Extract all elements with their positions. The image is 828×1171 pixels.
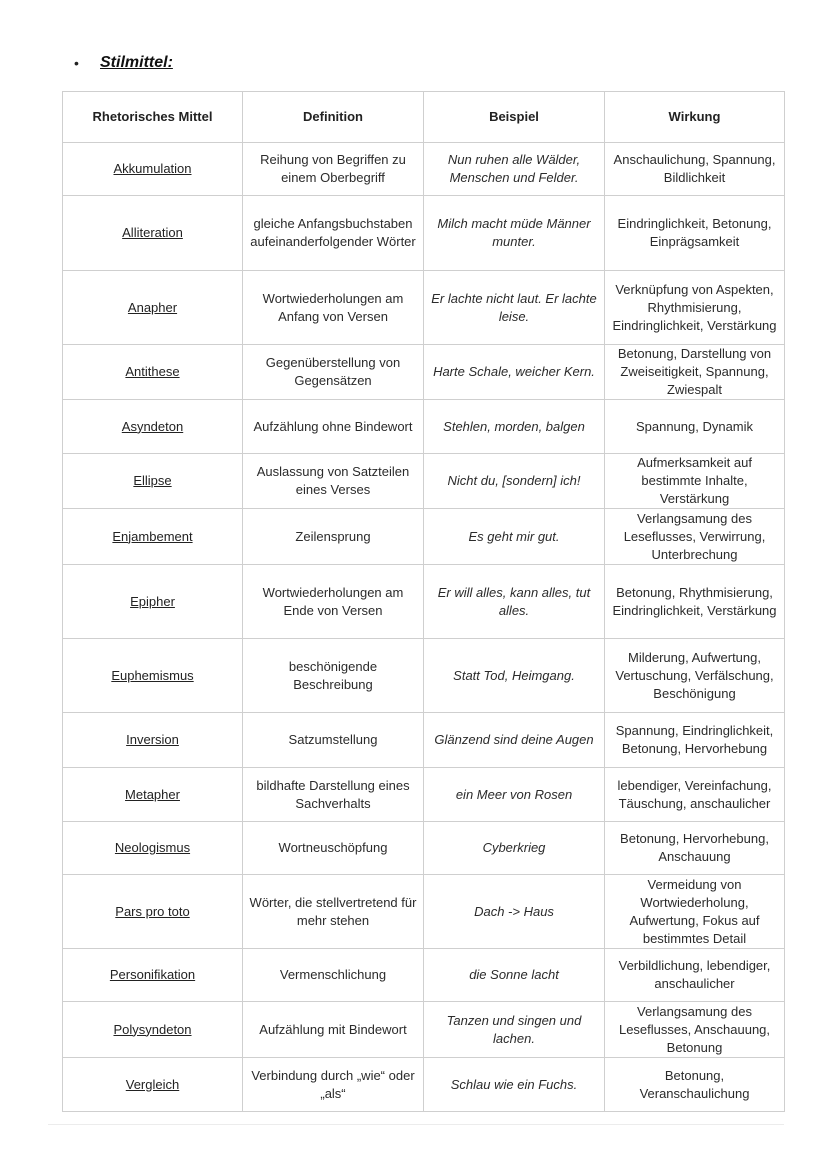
effect-cell: Spannung, Dynamik bbox=[605, 400, 785, 454]
definition-cell: Auslassung von Satzteilen eines Verses bbox=[243, 454, 424, 509]
example-cell: Er lachte nicht laut. Er lachte leise. bbox=[424, 271, 605, 345]
definition-cell: Verbindung durch „wie“ oder „als“ bbox=[243, 1058, 424, 1112]
example-cell: Statt Tod, Heimgang. bbox=[424, 639, 605, 713]
term-cell: Enjambement bbox=[63, 509, 243, 565]
term-cell: Vergleich bbox=[63, 1058, 243, 1112]
definition-cell: beschönigende Beschreibung bbox=[243, 639, 424, 713]
column-header-example: Beispiel bbox=[424, 92, 605, 143]
table-row bbox=[63, 509, 785, 565]
term-cell: Alliteration bbox=[63, 196, 243, 271]
column-header-effect: Wirkung bbox=[605, 92, 785, 143]
example-cell: ein Meer von Rosen bbox=[424, 768, 605, 822]
page-divider bbox=[48, 1124, 784, 1125]
table-header-row bbox=[63, 92, 785, 143]
term-cell: Polysyndeton bbox=[63, 1002, 243, 1058]
example-cell: die Sonne lacht bbox=[424, 949, 605, 1002]
definition-cell: Reihung von Begriffen zu einem Oberbegriff bbox=[243, 143, 424, 196]
effect-cell: lebendiger, Vereinfachung, Täuschung, anschaulicher bbox=[605, 768, 785, 822]
example-cell: Er will alles, kann alles, tut alles. bbox=[424, 565, 605, 639]
table-row bbox=[63, 949, 785, 1002]
effect-cell: Betonung, Rhythmisierung, Eindringlichkeit, Verstärkung bbox=[605, 565, 785, 639]
column-header-term: Rhetorisches Mittel bbox=[63, 92, 243, 143]
table-row bbox=[63, 400, 785, 454]
table-row bbox=[63, 875, 785, 949]
table-row bbox=[63, 143, 785, 196]
example-cell: Stehlen, morden, balgen bbox=[424, 400, 605, 454]
term-cell: Epipher bbox=[63, 565, 243, 639]
effect-cell: Milderung, Aufwertung, Vertuschung, Verfälschung, Beschönigung bbox=[605, 639, 785, 713]
example-cell: Glänzend sind deine Augen bbox=[424, 713, 605, 768]
term-cell: Neologismus bbox=[63, 822, 243, 875]
effect-cell: Aufmerksamkeit auf bestimmte Inhalte, Verstärkung bbox=[605, 454, 785, 509]
bullet-icon: • bbox=[74, 55, 79, 71]
example-cell: Es geht mir gut. bbox=[424, 509, 605, 565]
effect-cell: Betonung, Veranschaulichung bbox=[605, 1058, 785, 1112]
definition-cell: Aufzählung mit Bindewort bbox=[243, 1002, 424, 1058]
example-cell: Nun ruhen alle Wälder, Menschen und Felder. bbox=[424, 143, 605, 196]
column-header-definition: Definition bbox=[243, 92, 424, 143]
effect-cell: Anschaulichung, Spannung, Bildlichkeit bbox=[605, 143, 785, 196]
term-cell: Ellipse bbox=[63, 454, 243, 509]
effect-cell: Verknüpfung von Aspekten, Rhythmisierung, Eindringlichkeit, Verstärkung bbox=[605, 271, 785, 345]
term-cell: Inversion bbox=[63, 713, 243, 768]
definition-cell: bildhafte Darstellung eines Sachverhalts bbox=[243, 768, 424, 822]
definition-cell: Satzumstellung bbox=[243, 713, 424, 768]
table-row bbox=[63, 1058, 785, 1112]
definition-cell: Wortwiederholungen am Anfang von Versen bbox=[243, 271, 424, 345]
table-row bbox=[63, 196, 785, 271]
effect-cell: Verlangsamung des Leseflusses, Anschauung, Betonung bbox=[605, 1002, 785, 1058]
definition-cell: Wörter, die stellvertretend für mehr stehen bbox=[243, 875, 424, 949]
stilmittel-table bbox=[62, 91, 785, 1112]
table-row bbox=[63, 768, 785, 822]
term-cell: Pars pro toto bbox=[63, 875, 243, 949]
term-cell: Akkumulation bbox=[63, 143, 243, 196]
section-title: Stilmittel: bbox=[100, 54, 173, 71]
table-row bbox=[63, 454, 785, 509]
term-cell: Personifikation bbox=[63, 949, 243, 1002]
table-row bbox=[63, 713, 785, 768]
definition-cell: gleiche Anfangsbuchstaben aufeinanderfolgender Wörter bbox=[243, 196, 424, 271]
table-row bbox=[63, 565, 785, 639]
term-cell: Euphemismus bbox=[63, 639, 243, 713]
definition-cell: Gegenüberstellung von Gegensätzen bbox=[243, 345, 424, 400]
definition-cell: Aufzählung ohne Bindewort bbox=[243, 400, 424, 454]
term-cell: Antithese bbox=[63, 345, 243, 400]
example-cell: Nicht du, [sondern] ich! bbox=[424, 454, 605, 509]
effect-cell: Verbildlichung, lebendiger, anschaulicher bbox=[605, 949, 785, 1002]
definition-cell: Zeilensprung bbox=[243, 509, 424, 565]
effect-cell: Betonung, Hervorhebung, Anschauung bbox=[605, 822, 785, 875]
section-heading bbox=[74, 52, 173, 74]
table-row bbox=[63, 1002, 785, 1058]
effect-cell: Betonung, Darstellung von Zweiseitigkeit, Spannung, Zwiespalt bbox=[605, 345, 785, 400]
example-cell: Schlau wie ein Fuchs. bbox=[424, 1058, 605, 1112]
definition-cell: Vermenschlichung bbox=[243, 949, 424, 1002]
definition-cell: Wortneuschöpfung bbox=[243, 822, 424, 875]
table-row bbox=[63, 345, 785, 400]
effect-cell: Eindringlichkeit, Betonung, Einprägsamkeit bbox=[605, 196, 785, 271]
effect-cell: Spannung, Eindringlichkeit, Betonung, Hervorhebung bbox=[605, 713, 785, 768]
example-cell: Dach -> Haus bbox=[424, 875, 605, 949]
term-cell: Asyndeton bbox=[63, 400, 243, 454]
effect-cell: Vermeidung von Wortwiederholung, Aufwertung, Fokus auf bestimmtes Detail bbox=[605, 875, 785, 949]
example-cell: Milch macht müde Männer munter. bbox=[424, 196, 605, 271]
term-cell: Anapher bbox=[63, 271, 243, 345]
table-row bbox=[63, 822, 785, 875]
example-cell: Cyberkrieg bbox=[424, 822, 605, 875]
table-row bbox=[63, 639, 785, 713]
effect-cell: Verlangsamung des Leseflusses, Verwirrung, Unterbrechung bbox=[605, 509, 785, 565]
table-row bbox=[63, 271, 785, 345]
example-cell: Harte Schale, weicher Kern. bbox=[424, 345, 605, 400]
example-cell: Tanzen und singen und lachen. bbox=[424, 1002, 605, 1058]
definition-cell: Wortwiederholungen am Ende von Versen bbox=[243, 565, 424, 639]
term-cell: Metapher bbox=[63, 768, 243, 822]
